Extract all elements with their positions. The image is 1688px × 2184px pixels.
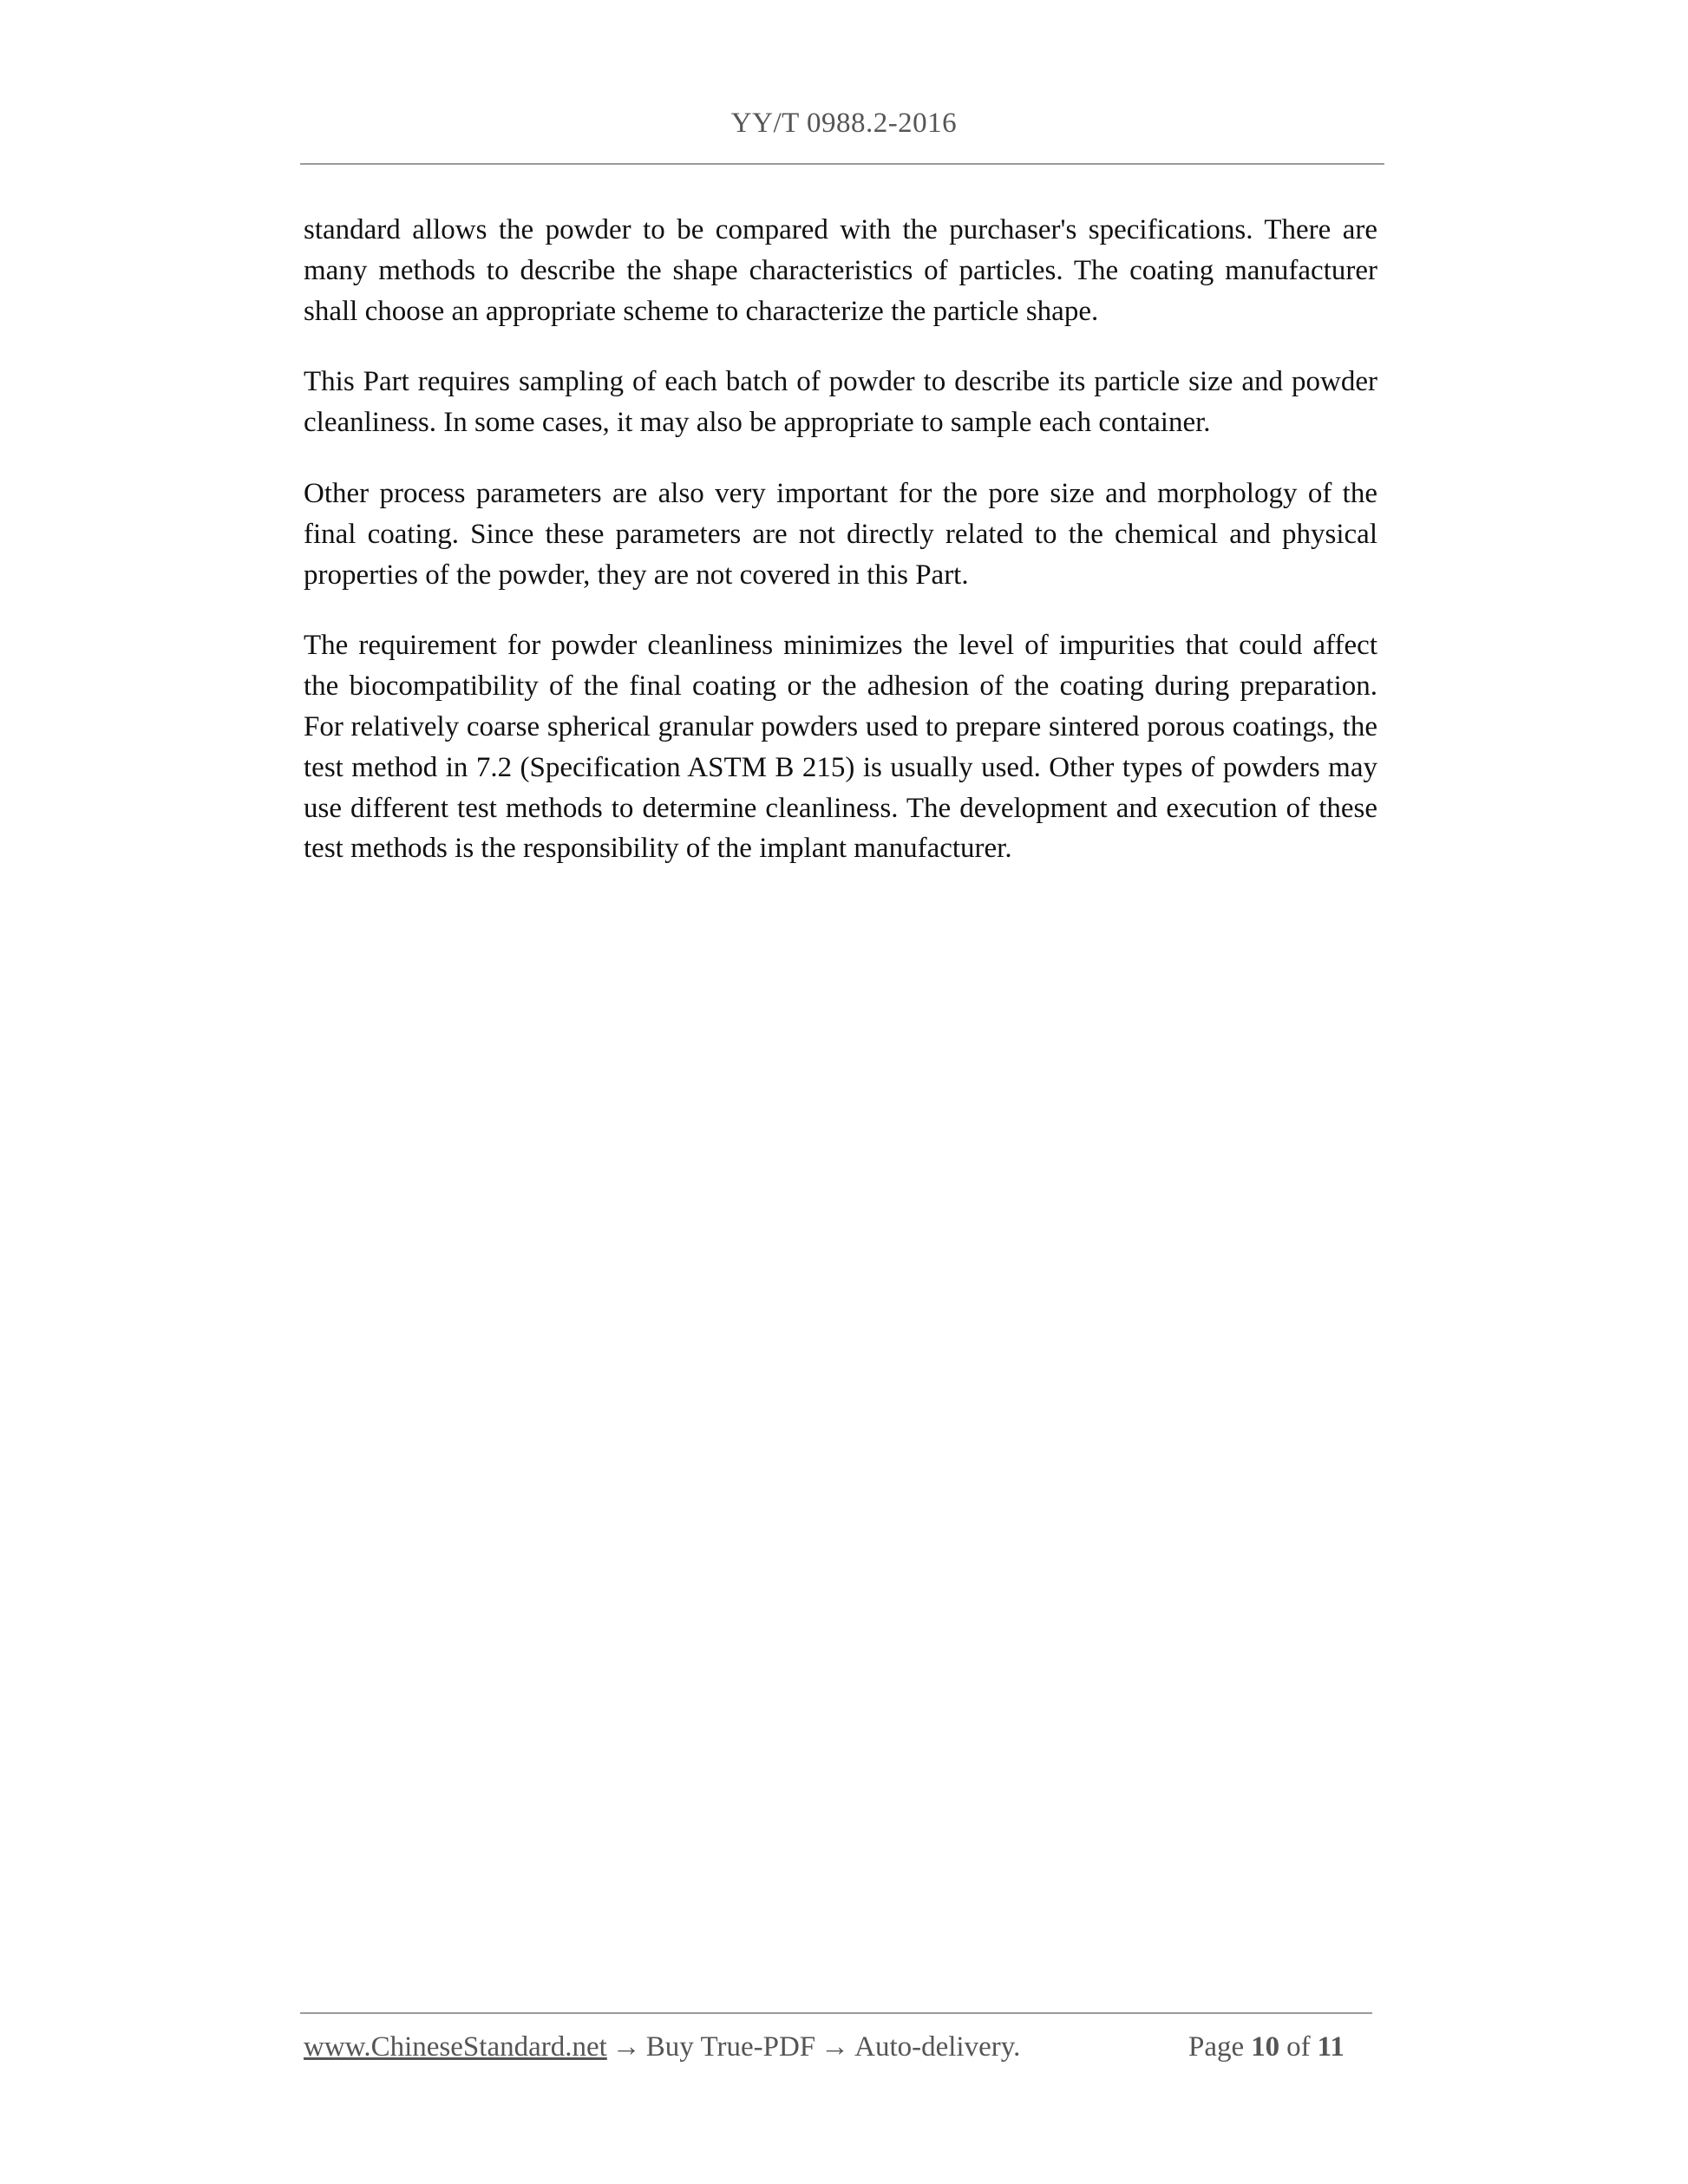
arrow-right-icon: → xyxy=(612,2031,641,2063)
total-pages-number: 11 xyxy=(1317,2031,1345,2063)
footer-promo xyxy=(304,2031,1020,2063)
header-divider xyxy=(300,163,1384,165)
paragraph-1: standard allows the powder to be compared with the purchaser's specifications. There are many methods to describe the shape characteristics of particles. The coating manufacturer shall choose an appropriate scheme to characterize the particle shape. xyxy=(304,214,1377,327)
paragraph-2: This Part requires sampling of each batch of powder to describe its particle size and powder cleanliness. In some cases, it may also be appropriate to sample each container. xyxy=(304,366,1377,439)
page-label: Page xyxy=(1188,2031,1245,2063)
current-page-number: 10 xyxy=(1251,2031,1280,2063)
page-indicator xyxy=(1188,2031,1351,2063)
buy-true-pdf-text: Buy True-PDF xyxy=(645,2031,816,2063)
auto-delivery-text: Auto-delivery. xyxy=(854,2031,1021,2063)
site-link[interactable]: www.ChineseStandard.net xyxy=(304,2031,607,2063)
paragraph-4: The requirement for powder cleanliness minimizes the level of impurities that could affect the biocompatibility of the final coating or the adhesion of the coating during preparation. For relatively coarse spherical granular powders used to prepare sintered porous coatings, the test method in 7.2 (Specification ASTM B 215) is usually used. Other types of powders may use different test methods to determine cleanliness. The development and execution of these test methods is the responsibility of the implant manufacturer. xyxy=(304,630,1377,865)
arrow-right-icon: → xyxy=(821,2031,850,2063)
document-code-header: YY/T 0988.2-2016 xyxy=(730,108,958,139)
document-body xyxy=(304,210,1377,899)
footer-divider xyxy=(300,2012,1372,2014)
paragraph-3: Other process parameters are also very important for the pore size and morphology of the final coating. Since these parameters are not directly related to the chemical and physical properties of the powder, they are not covered in this Part. xyxy=(304,477,1377,591)
of-label: of xyxy=(1286,2031,1311,2063)
